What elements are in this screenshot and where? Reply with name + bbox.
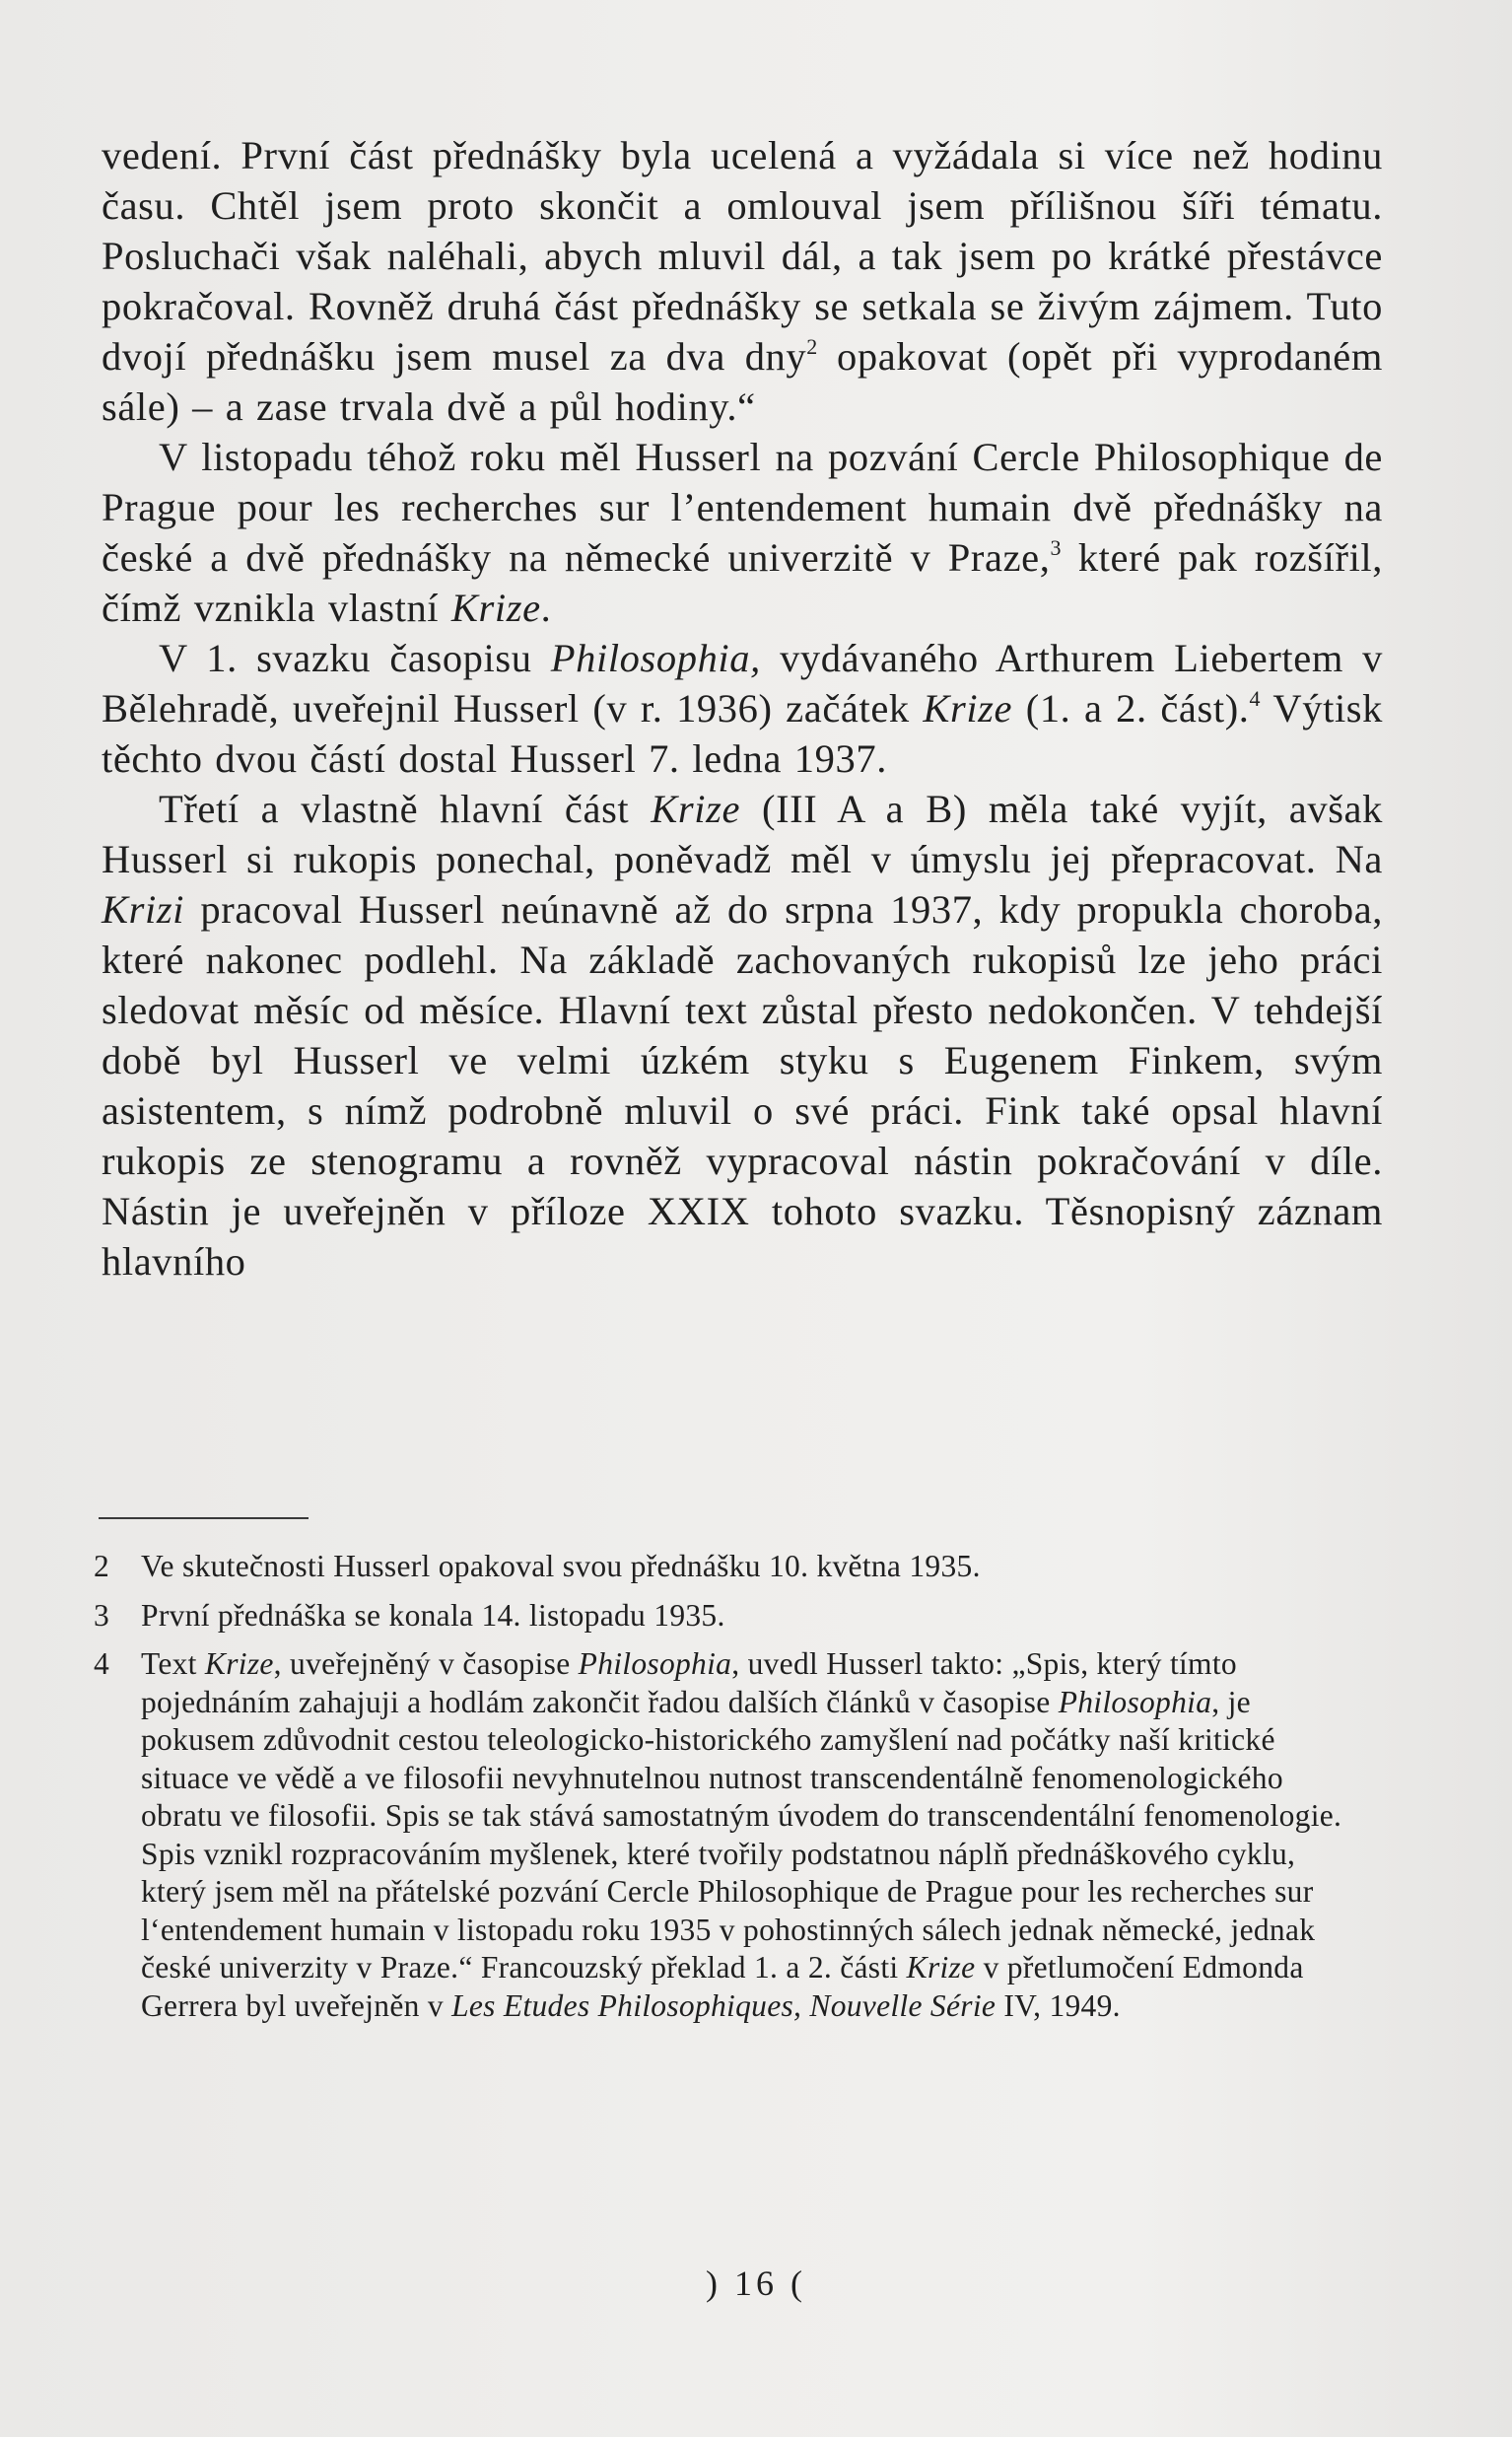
text-run: pracoval Husserl neúnavně až do srpna 1937, kdy propukla choroba, které nakonec podlehl. Na základě zachovaných rukopisů lze jeho práci sledovat měsíc od měsíce. Hlavní text zůstal přesto nedokončen. V tehdejší době byl Husserl ve velmi úzkém styku s Eugenem Finkem, svým asistentem, s nímž podrobně mluvil o své práci. Fink také opsal hlavní rukopis ze stenogramu a rovněž vypracoval nástin pokračování v díle. Nástin je uveřejněn v příloze XXIX tohoto svazku. Těsnopisný záznam hlavního bbox=[102, 887, 1383, 1284]
footnote-text: v přetlumočení Edmonda Gerrera byl uveřejněn v bbox=[141, 1950, 1304, 2023]
footnote-text: První přednáška se konala 14. listopadu 1935. bbox=[141, 1597, 725, 1633]
footnote-3 bbox=[94, 1597, 1345, 1636]
footnote-2 bbox=[94, 1548, 1345, 1586]
footnote-text: Text bbox=[141, 1646, 205, 1681]
footnote-number: 2 bbox=[94, 1549, 110, 1583]
text-run: V 1. svazku časopisu bbox=[159, 636, 551, 680]
page-number: ) 16 ( bbox=[706, 2263, 806, 2303]
text-run: . bbox=[540, 586, 552, 630]
footnote-ref-2[interactable]: 2 bbox=[806, 334, 818, 359]
footnotes bbox=[94, 1548, 1345, 2036]
text-run: vedení. První část přednášky byla ucelená a vyžádala si více než hodinu času. Chtěl jsem proto skončit a omlouval jsem přílišnou šíři tématu. Posluchači však naléhali, abych mluvil dál, a tak jsem po krátké přestávce pokračoval. Rovněž druhá část přednášky se setkala se živým zájmem. Tuto dvojí přednášku jsem musel za dva dny bbox=[102, 133, 1383, 379]
italic-title: Krize bbox=[204, 1646, 274, 1681]
main-text bbox=[102, 130, 1383, 1287]
italic-title: Les Etudes Philosophiques, Nouvelle Série bbox=[451, 1987, 997, 2023]
text-run: Třetí a vlastně hlavní část bbox=[159, 787, 652, 831]
italic-title: Krize bbox=[450, 586, 541, 630]
footnote-number: 3 bbox=[94, 1597, 110, 1633]
footnote-divider bbox=[99, 1517, 309, 1519]
text-run: (1. a 2. část). bbox=[1012, 686, 1250, 731]
italic-title: Krize bbox=[651, 787, 741, 831]
paragraph-4 bbox=[102, 784, 1383, 1287]
paragraph-1 bbox=[102, 130, 1383, 432]
text-run: opakovat (opět při vyprodaném sále) – a zase trvala dvě a půl hodiny.“ bbox=[102, 334, 1383, 429]
text-run: které pak rozšířil, čímž vznikla vlastní bbox=[102, 535, 1383, 630]
text-run: Výtisk těchto dvou částí dostal Husserl 7. ledna 1937. bbox=[102, 686, 1384, 781]
italic-title: Krize bbox=[906, 1950, 976, 1984]
footnote-text: Ve skutečnosti Husserl opakoval svou přednášku 10. května 1935. bbox=[141, 1549, 981, 1583]
italic-title: Krizi bbox=[102, 887, 185, 932]
text-run: V listopadu téhož roku měl Husserl na pozvání Cercle Philosophique de Prague pour les recherches sur l’entendement humain dvě přednášky na české a dvě přednášky na německé univerzitě v Praze, bbox=[102, 435, 1383, 580]
italic-title: Philosophia, bbox=[550, 636, 761, 680]
footnote-text: , uvedl Husserl takto: „Spis, který tímto pojednáním zahajuji a hodlám zakončit řadou dalších článků v časopise bbox=[141, 1646, 1237, 1719]
italic-title: Krize bbox=[923, 686, 1013, 731]
italic-title: Philosophia bbox=[578, 1646, 732, 1681]
footnote-text: , je pokusem zdůvodnit cestou teleologicko-historického zamyšlení nad počátky naší kritické situace ve vědě a ve filosofii nevyhnutelnou nutnost transcendentálně fenomenologického obratu ve filosofii. Spis se tak stává samostatným úvodem do transcendentální fenomenologie. Spis vznikl rozpracováním myšlenek, které tvořily podstatnou náplň přednáškového cyklu, který jsem měl na přátelské pozvání Cercle Philosophique de Prague pour les recherches sur l‘entendement humain v listopadu roku 1935 v pohostinných sálech jednak německé, jednak české univerzity v Praze.“ Francouzský překlad 1. a 2. části bbox=[141, 1684, 1342, 1984]
footnote-number: 4 bbox=[94, 1646, 110, 1681]
footnote-ref-3[interactable]: 3 bbox=[1050, 535, 1062, 560]
footnote-ref-4[interactable]: 4 bbox=[1249, 686, 1261, 711]
paragraph-3 bbox=[102, 633, 1383, 784]
footnote-4 bbox=[94, 1645, 1345, 2025]
text-run: vydávaného Arthurem Liebertem v Bělehradě, uveřejnil Husserl (v r. 1936) začátek bbox=[102, 636, 1383, 731]
footnote-text: , uveřejněný v časopise bbox=[273, 1646, 579, 1681]
text-run: (III A a B) měla také vyjít, avšak Husserl si rukopis ponechal, poněvadž měl v úmyslu jej přepracovat. Na bbox=[102, 787, 1383, 881]
footnote-text: IV, 1949. bbox=[996, 1987, 1121, 2023]
paragraph-2 bbox=[102, 432, 1383, 633]
italic-title: Philosophia bbox=[1058, 1684, 1212, 1719]
